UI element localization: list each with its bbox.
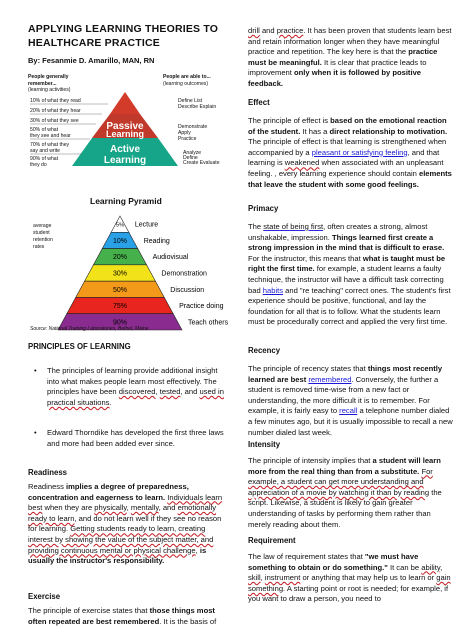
exercise-text: The principle of exercise states that those things most often repeated are best remembered. It is the basis of: [28, 606, 217, 626]
pyramid1-right-items: [178, 98, 220, 166]
author-byline: By: Fesanmie D. Amarillo, MAN, RN: [28, 56, 155, 65]
pyramid1-right-header: People are able to...: [163, 74, 211, 80]
pyramid-level-label-2: Audiovisual: [152, 254, 189, 262]
pyramid-level-pct-1: 10%: [112, 237, 128, 245]
pyramid-level-label-6: Teach others: [188, 319, 228, 327]
svg-text:average: average: [33, 223, 52, 229]
svg-text:they do: they do: [30, 162, 47, 168]
pyramid1-left-header-3: (learning activities): [28, 87, 71, 93]
requirement-heading: Requirement: [248, 536, 296, 545]
pyramid1-left-header: People generally: [28, 74, 69, 80]
svg-text:say and write: say and write: [30, 148, 61, 154]
svg-text:student: student: [33, 230, 50, 236]
pyramid-level-label-5: Practice doing: [179, 303, 224, 311]
pyramid-level-label-1: Reading: [143, 237, 170, 245]
effect-heading: Effect: [248, 98, 270, 107]
svg-text:Analyze: Analyze: [183, 150, 202, 156]
pyramid1-right-header-2: (learning outcomes): [163, 81, 209, 87]
pyramid-level-label-4: Discussion: [170, 286, 205, 294]
effect-text: The principle of effect is based on the emotional reaction of the student. It has a direct relationship to motivation. The principle of effect is that learning is strengthened when accompanied by a pleasant or satisfying feeling, and that learning is weakened when associated with an unpleasant feeling. , every learning experience should contain elements that leave the student with some good feelings.: [248, 116, 452, 189]
drill-practice-text: drill and practice. It has been proven that students learn best and retain information longer when they have meaningful practice and repetition. The key here is that the practice must be meaningful. It is clear that practice leads to improvement only when it is followed by positive feedback.: [248, 26, 452, 88]
svg-text:50% of what: 50% of what: [30, 127, 59, 133]
pyramid1-left-header-2: remember...: [28, 81, 57, 87]
pyramid-level-pct-3: 30%: [112, 270, 128, 278]
svg-text:retention: retention: [33, 237, 53, 243]
passive-active-pyramid: [28, 72, 228, 172]
svg-text:20% of what they hear: 20% of what they hear: [30, 108, 81, 114]
document-title: APPLYING LEARNING THEORIES TO HEALTHCARE PRACTICE: [28, 23, 219, 49]
intensity-text: The principle of intensity implies that a student will learn more from the real thing than from a substitute. For example, a student can get more understanding and appreciation of a movie by watching it than by reading the script. Likewise, a student is likely to gain greater understanding of tasks by performing them rather than merely reading about them.: [248, 456, 442, 529]
svg-text:rates: rates: [33, 244, 45, 250]
pyramid-level-label-3: Demonstration: [161, 270, 207, 278]
svg-text:Define List: Define List: [178, 98, 203, 104]
primacy-heading: Primacy: [248, 204, 279, 213]
pyramid-level-pct-4: 50%: [112, 286, 128, 294]
svg-text:Create Evaluate: Create Evaluate: [183, 160, 220, 166]
active-learning-label-2: Learning: [103, 155, 147, 166]
passive-learning-label-2: Learning: [105, 129, 145, 139]
bullet-icon: •: [34, 428, 37, 437]
svg-text:Describe Explain: Describe Explain: [178, 104, 217, 110]
svg-text:Define: Define: [183, 155, 198, 161]
intensity-heading: Intensity: [248, 440, 281, 449]
recency-text: The principle of recency states that things most recently learned are best remembered. Conversely, the further a student is removed time-wise from a new fact or understanding, the more difficult it is to remember. For example, it is fairly easy to recall a telephone number dialed a few minutes ago, but it is usually impossible to recall a new number dialed last week.: [248, 364, 453, 437]
principles-heading: PRINCIPLES OF LEARNING: [28, 342, 131, 351]
svg-text:10% of what they read: 10% of what they read: [30, 98, 81, 104]
requirement-text: The law of requirement states that "we must have something to obtain or do something." It can be ability, skill, instrument or anything that may help us to learn or gain something. A starting point or root is needed; for example, if you want to draw a person, you need to: [248, 552, 451, 604]
svg-text:they see and hear: they see and hear: [30, 133, 71, 139]
readiness-heading: Readiness: [28, 468, 68, 477]
readiness-text: Readiness implies a degree of preparedness, concentration and eagerness to learn. Individuals learn best when they are physically, mentally, and emotionally ready to learn, and do not learn well if they see no reason for learning. Getting students ready to learn, creating interest by showing the value of the subject matter, and providing continuous mental or physical challenge, is usually the instructor's responsibility.: [28, 482, 223, 566]
active-learning-label: Active: [109, 144, 141, 155]
recency-heading: Recency: [248, 346, 281, 355]
pyramid-level-pct-5: 75%: [112, 303, 128, 311]
svg-text:Practice: Practice: [178, 136, 197, 142]
pyramid1-top: [110, 92, 140, 114]
pyramid-level-pct-0: 5%: [116, 222, 124, 229]
passive-learning-label: Passive: [106, 121, 144, 132]
pyramid-level-pct-6: 90%: [112, 319, 128, 327]
svg-text:90% of what: 90% of what: [30, 156, 59, 162]
exercise-heading: Exercise: [28, 592, 61, 601]
primacy-text: The state of being first, often creates a strong, almost unshakable, impression. Things learned first create a strong impression in the mind that is difficult to erase. For the instructor, this means that what is taught must be right the first time. for example, a student learns a faulty technique, the instructor will have a difficult task correcting bad habits and "re teaching" correct ones. The student's first experience should be positive, functional, and lay the foundation for all that is to follow. What the students learn must be procedurally correct and applied the very first time.: [248, 222, 451, 327]
pyramid-level-pct-2: 20%: [112, 254, 128, 262]
learning-pyramid-title: Learning Pyramid: [90, 196, 162, 206]
pyramid-level-label-0: Lecture: [134, 221, 159, 229]
svg-text:Apply: Apply: [178, 130, 191, 136]
bullet-icon: •: [34, 366, 37, 375]
learning-pyramid: [28, 210, 228, 338]
svg-text:70% of what they: 70% of what they: [30, 142, 70, 148]
svg-text:30% of what they see: 30% of what they see: [30, 118, 79, 124]
svg-text:Demonstrate: Demonstrate: [178, 124, 208, 130]
pyramid-source: Source: National Training Laboratories, Bethel, Maine: [30, 326, 149, 332]
